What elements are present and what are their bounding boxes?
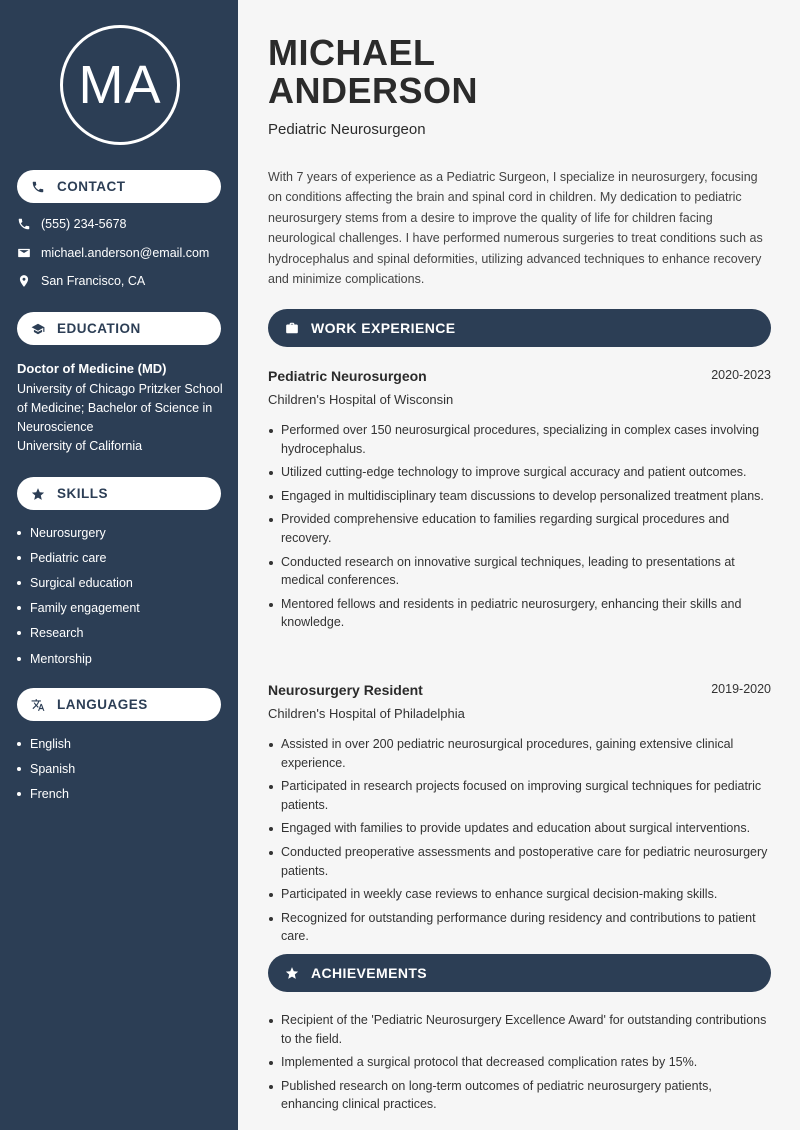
graduation-cap-icon [31, 322, 45, 336]
degree: Doctor of Medicine (MD) [17, 361, 167, 376]
avatar-initials: MA [60, 25, 180, 145]
job-organization: Children's Hospital of Philadelphia [268, 706, 465, 721]
education-details-2: University of California [17, 439, 143, 453]
full-name [268, 34, 478, 110]
star-icon [285, 966, 299, 980]
list-item: Implemented a surgical protocol that decreased complication rates by 15%. [268, 1053, 771, 1072]
list-item: Performed over 150 neurosurgical procedures, specializing in complex cases involving hydrocephalus. [268, 421, 771, 458]
list-item: Assisted in over 200 pediatric neurosurgical procedures, gaining extensive clinical experience. [268, 735, 771, 772]
list-item: Conducted preoperative assessments and postoperative care for pediatric neurosurgery patients. [268, 843, 771, 880]
list-item: Provided comprehensive education to families regarding surgical procedures and recovery. [268, 510, 771, 547]
contact-location [17, 274, 145, 288]
languages-list [17, 731, 75, 807]
languages-heading [17, 688, 221, 721]
list-item: Engaged with families to provide updates and education about surgical interventions. [268, 819, 771, 838]
job-title: Pediatric Neurosurgeon [268, 121, 426, 138]
job-dates: 2020-2023 [711, 368, 771, 382]
work-experience-label: WORK EXPERIENCE [311, 320, 456, 336]
list-item: Published research on long-term outcomes of pediatric neurosurgery patients, enhancing clinical practices. [268, 1077, 771, 1114]
job-dates: 2019-2020 [711, 682, 771, 696]
list-item: English [17, 731, 75, 756]
job-role: Neurosurgery Resident [268, 682, 423, 698]
sidebar [0, 0, 238, 1130]
list-item: Engaged in multidisciplinary team discussions to develop personalized treatment plans. [268, 487, 771, 506]
list-item: Participated in weekly case reviews to enhance surgical decision-making skills. [268, 885, 771, 904]
contact-heading-label: CONTACT [57, 179, 126, 194]
list-item: Utilized cutting-edge technology to improve surgical accuracy and patient outcomes. [268, 463, 771, 482]
list-item: Spanish [17, 756, 75, 781]
list-item: Mentorship [17, 646, 140, 671]
education-heading [17, 312, 221, 345]
translate-icon [31, 698, 45, 712]
email-text: michael.anderson@email.com [41, 246, 210, 260]
briefcase-icon [285, 321, 299, 335]
name-line-2: ANDERSON [268, 70, 479, 111]
list-item: Mentored fellows and residents in pediatric neurosurgery, enhancing their skills and knowledge. [268, 595, 771, 632]
contact-heading [17, 170, 221, 203]
list-item: Recognized for outstanding performance during residency and contributions to patient care. [268, 909, 771, 946]
job-bullets [268, 735, 771, 946]
languages-heading-label: LANGUAGES [57, 697, 148, 712]
list-item: Conducted research on innovative surgical techniques, leading to presentations at medical conferences. [268, 553, 771, 590]
job-entry [268, 682, 771, 951]
job-bullets [268, 421, 771, 632]
list-item: Recipient of the 'Pediatric Neurosurgery Excellence Award' for outstanding contributions to the field. [268, 1011, 771, 1048]
list-item: Participated in research projects focused on improving surgical techniques for pediatric patients. [268, 777, 771, 814]
envelope-icon [17, 246, 31, 260]
job-organization: Children's Hospital of Wisconsin [268, 392, 454, 407]
education-block [17, 359, 229, 456]
list-item: Research [17, 621, 140, 646]
list-item: Pediatric care [17, 545, 140, 570]
education-heading-label: EDUCATION [57, 321, 141, 336]
name-line-1: MICHAEL [268, 32, 436, 73]
contact-phone[interactable] [17, 217, 126, 231]
skills-list [17, 520, 140, 671]
phone-icon [17, 217, 31, 231]
job-role: Pediatric Neurosurgeon [268, 368, 427, 384]
job-entry [268, 368, 771, 637]
phone-icon [31, 180, 45, 194]
achievements-heading [268, 954, 771, 992]
summary: With 7 years of experience as a Pediatric Surgeon, I specialize in neurosurgery, focusing on conditions affecting the brain and spinal cord in children. My dedication to pediatric neurosurgery stems from a desire to improve the quality of life for children facing neurological challenges. I have performed numerous surgeries to treat conditions such as hydrocephalus and spinal deformities, utilizing advanced techniques to enhance recovery and minimize complications. [268, 170, 763, 287]
work-experience-heading [268, 309, 771, 347]
skills-heading-label: SKILLS [57, 486, 109, 501]
skills-heading [17, 477, 221, 510]
contact-email[interactable] [17, 246, 209, 260]
location-pin-icon [17, 274, 31, 288]
list-item: Neurosurgery [17, 520, 140, 545]
list-item: Surgical education [17, 570, 140, 595]
education-details: University of Chicago Pritzker School of Medicine; Bachelor of Science in Neuroscience [17, 382, 223, 434]
list-item: French [17, 781, 75, 806]
achievements-label: ACHIEVEMENTS [311, 965, 428, 981]
achievements-list [268, 1011, 771, 1119]
list-item: Family engagement [17, 596, 140, 621]
star-icon [31, 487, 45, 501]
location-text: San Francisco, CA [41, 274, 146, 288]
phone-text: (555) 234-5678 [41, 217, 127, 231]
